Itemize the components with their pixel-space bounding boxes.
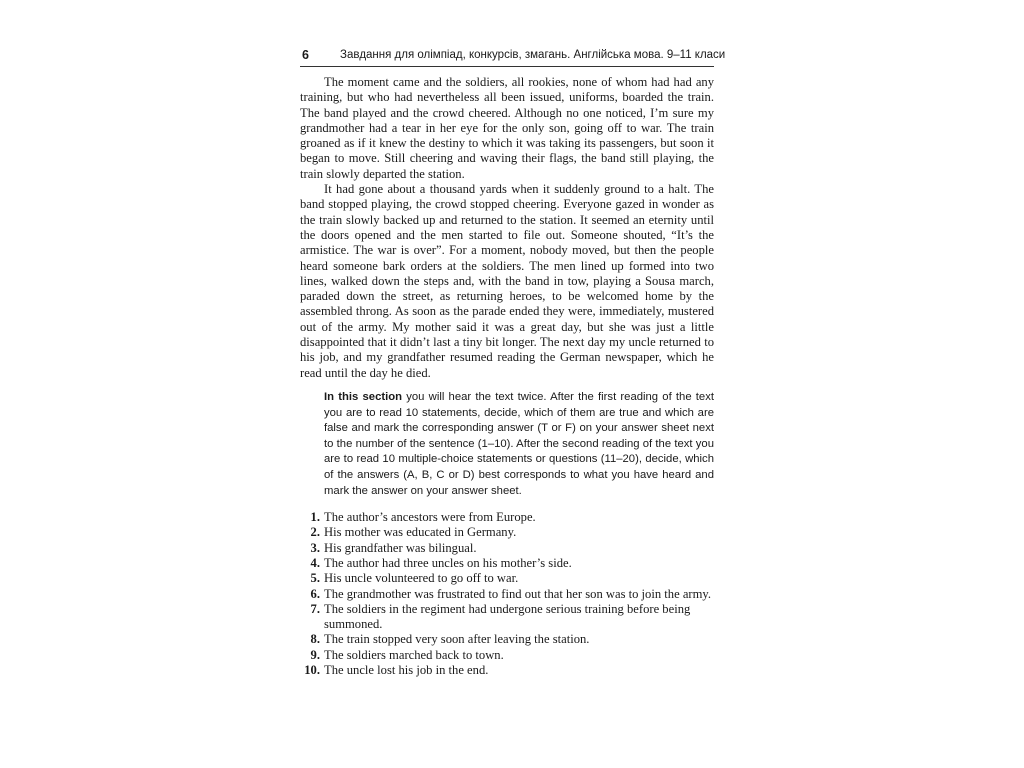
page-number: 6 bbox=[302, 48, 309, 62]
statement-number: 1. bbox=[310, 510, 320, 525]
statement-number: 8. bbox=[310, 632, 320, 647]
story-text bbox=[300, 75, 714, 381]
story-paragraph: The moment came and the soldiers, all rookies, none of whom had had any training, but who had nevertheless all been issued, uniforms, boarded the train. The band played and the crowd cheered. Although no one noticed, I’m sure my grandmother had a tear in her eye for the only son, going off to war. The train groaned as if it knew the destiny to which it was taking its passengers, but soon it began to move. Still cheering and waving their flags, the band still playing, the train slowly departed the station. bbox=[300, 75, 714, 181]
instructions-lead: In this section bbox=[324, 390, 403, 403]
statement-text: His uncle volunteered to go off to war. bbox=[324, 571, 519, 586]
list-item bbox=[300, 632, 714, 647]
statement-text: The author had three uncles on his mother’s side. bbox=[324, 555, 572, 570]
statement-number: 10. bbox=[304, 663, 320, 678]
statement-text: His grandfather was bilingual. bbox=[324, 540, 477, 555]
list-item bbox=[300, 663, 714, 678]
instructions-body: you will hear the text twice. After the first reading of the text you are to read 10 statements, decide, which of them are true and which are false and mark the corresponding answer (T or F) on your answer sheet next to the number of the sentence (1–10). After the second reading of the text you are to read 10 multiple-choice statements or questions (11–20), decide, which of the answers (A, B, C or D) best corresponds to what you have heard and mark the answer on your answer sheet. bbox=[324, 390, 714, 497]
statement-number: 4. bbox=[310, 555, 320, 570]
list-item bbox=[300, 541, 714, 556]
statement-number: 2. bbox=[310, 525, 320, 540]
statement-number: 9. bbox=[310, 647, 320, 662]
book-page bbox=[300, 44, 726, 678]
statement-text: The uncle lost his job in the end. bbox=[324, 663, 489, 678]
statement-number: 7. bbox=[310, 601, 320, 616]
list-item bbox=[300, 587, 714, 602]
story-paragraph: It had gone about a thousand yards when it suddenly ground to a halt. The band stopped playing, the crowd stopped cheering. Everyone gazed in wonder as the train slowly backed up and returned to the station. It seemed an eternity until the doors opened and the men started to file out. Someone shouted, “It’s the armistice. The war is over”. For a moment, nobody moved, but then the people heard someone bark orders at the soldiers. The men lined up formed into two lines, walked down the steps and, with the band in tow, playing a Sousa march, paraded down the street, as returning heroes, to be welcomed home by the assembled throng. As soon as the parade ended they were, immediately, mustered out of the army. My mother said it was a great day, but she was just a little disappointed that it didn’t last a tiny bit longer. The next day my uncle returned to his job, and my grandfather resumed reading the German newspaper, which he read until the day he died. bbox=[300, 182, 714, 380]
statement-number: 6. bbox=[310, 586, 320, 601]
statement-text: The grandmother was frustrated to find out that her son was to join the army. bbox=[324, 586, 712, 601]
list-item bbox=[300, 556, 714, 571]
running-title: Завдання для олімпіад, конкурсів, змагань. Англійська мова. 9–11 класи bbox=[340, 49, 726, 61]
statement-text: The author’s ancestors were from Europe. bbox=[324, 510, 536, 525]
list-item bbox=[300, 602, 714, 633]
list-item bbox=[300, 571, 714, 586]
statement-number: 5. bbox=[310, 571, 320, 586]
list-item bbox=[300, 510, 714, 525]
statement-number: 3. bbox=[310, 540, 320, 555]
listening-instructions bbox=[324, 390, 714, 499]
statement-text: The train stopped very soon after leaving the station. bbox=[324, 632, 590, 647]
list-item bbox=[300, 648, 714, 663]
statement-text: His mother was educated in Germany. bbox=[324, 525, 517, 540]
statement-text: The soldiers marched back to town. bbox=[324, 647, 504, 662]
list-item bbox=[300, 525, 714, 540]
page-header bbox=[300, 44, 726, 67]
statement-list bbox=[300, 510, 714, 678]
statement-text: The soldiers in the regiment had undergone serious training before being summoned. bbox=[324, 601, 691, 632]
